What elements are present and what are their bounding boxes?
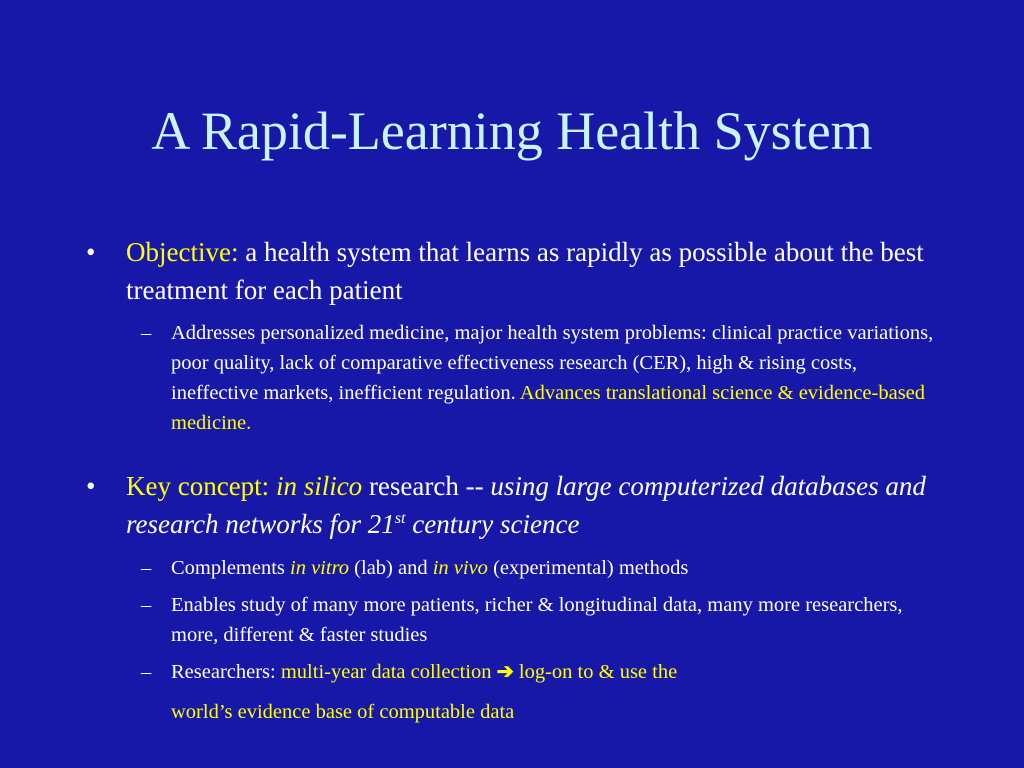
bullet-marker: • <box>86 471 96 501</box>
sub-bullet-enables <box>141 590 941 650</box>
bullet-key-concept <box>86 467 956 543</box>
slide-title: A Rapid-Learning Health System <box>151 101 873 161</box>
objective-text: a health system that learns as rapidly as possible about the best treatment for each patient <box>126 237 924 305</box>
sub-bullet-researchers <box>141 657 941 687</box>
complements-p2: (lab) and <box>349 557 433 579</box>
researchers-highlight-2: log-on to & use the <box>513 661 678 683</box>
addresses-highlight: Advances translational science & evidence-based medicine. <box>171 382 926 434</box>
enables-text: Enables study of many more patients, richer & longitudinal data, many more researchers, more, different & faster studies <box>171 594 903 646</box>
objective-label: Objective: <box>126 237 239 267</box>
key-concept-text: research -- <box>362 471 491 501</box>
key-concept-label: Key concept: <box>126 471 276 501</box>
sub-bullet-addresses <box>141 318 941 438</box>
dash-marker: – <box>141 594 152 616</box>
addresses-text: Addresses personalized medicine, major health system problems: clinical practice variations, poor quality, lack of comparative effectiveness research (CER), high & rising costs, ineffective markets, inefficient regulation. <box>171 322 934 404</box>
complements-p3: (experimental) methods <box>487 557 689 579</box>
dash-marker: – <box>141 322 152 344</box>
bullet-marker: • <box>86 237 96 267</box>
complements-p1: Complements <box>171 557 291 579</box>
researchers-line-2-text: world’s evidence base of computable data <box>171 701 515 723</box>
key-concept-italic: using large computerized databases and research networks for 21 <box>126 471 926 539</box>
sub-bullet-complements <box>141 553 941 583</box>
dash-marker: – <box>141 557 152 579</box>
researchers-highlight-1: multi-year data collection <box>280 661 497 683</box>
bullet-objective <box>86 233 956 309</box>
in-vivo-text: in vivo <box>432 557 488 579</box>
superscript-st: st <box>394 509 406 527</box>
dash-marker: – <box>141 661 152 683</box>
in-vitro-text: in vitro <box>290 557 350 579</box>
researchers-prefix: Researchers: <box>171 661 281 683</box>
key-concept-italic-end: century science <box>405 509 580 539</box>
right-arrow-icon: ➔ <box>496 661 514 683</box>
in-silico-label: in silico <box>275 471 363 501</box>
researchers-line-2 <box>171 697 941 727</box>
